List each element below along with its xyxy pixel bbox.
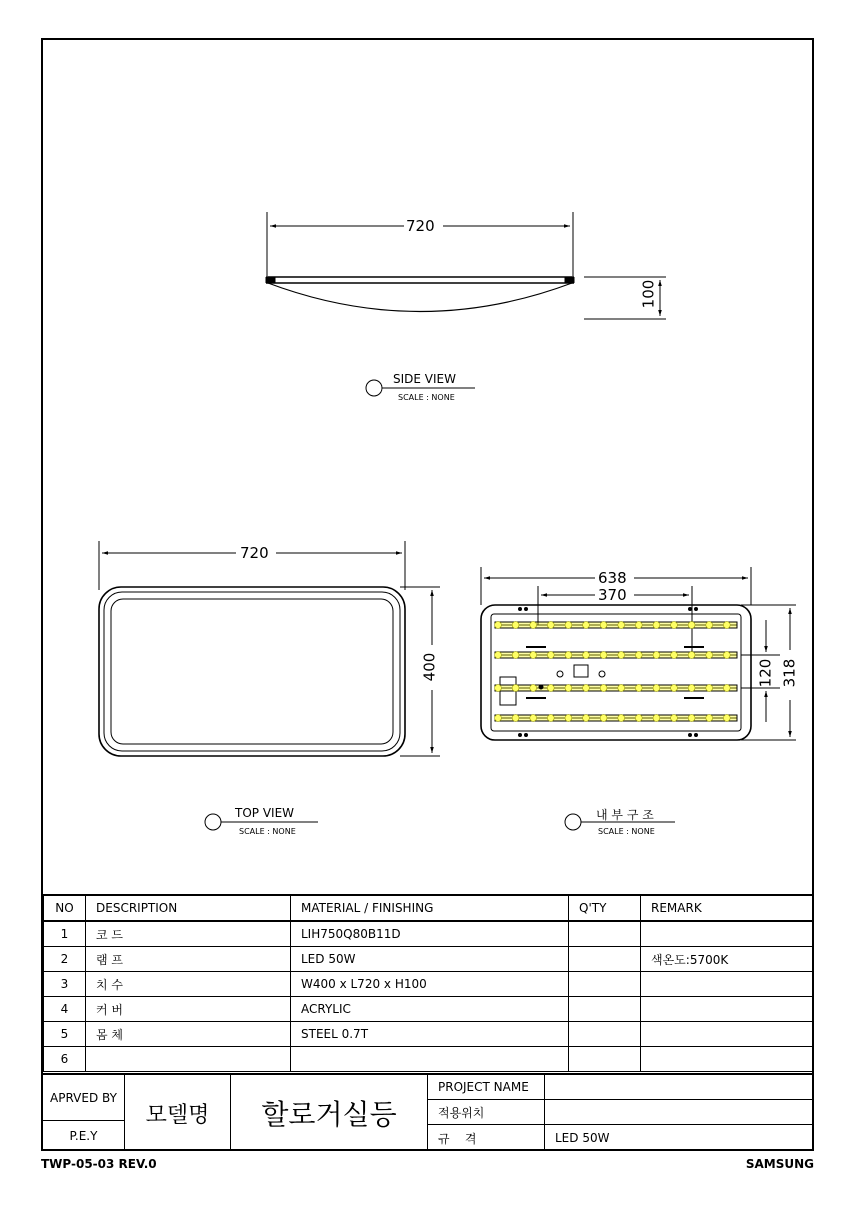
inner-total-dimension: 638 [598,569,627,587]
row-no: 2 [44,947,86,972]
row-no: 4 [44,997,86,1022]
led-chip [671,715,678,722]
inner-view-scale: SCALE : NONE [598,827,655,836]
top-width-dimension: 400 [420,652,439,682]
row-material: W400 x L720 x H100 [291,972,569,997]
header-material: MATERIAL / FINISHING [291,895,569,921]
led-chip [706,715,713,722]
led-chip [547,715,554,722]
led-chip [547,685,554,692]
led-chip [512,622,519,629]
inner-span-dimension: 370 [598,586,627,604]
led-chip [600,685,607,692]
inner-height-dimension: 318 [780,658,799,688]
led-chip [635,715,642,722]
led-chip [671,622,678,629]
approved-by-label: APRVED BY [43,1075,125,1121]
led-chip [723,622,730,629]
location-value [545,1100,812,1125]
row-description: 몸 체 [86,1022,291,1047]
led-chip [547,652,554,659]
led-chip [723,715,730,722]
led-chip [512,685,519,692]
row-description: 커 버 [86,997,291,1022]
title-block [43,1073,812,1151]
row-no: 1 [44,921,86,947]
led-chip [653,715,660,722]
led-chip [653,685,660,692]
led-chip [583,685,590,692]
spec-table-header [44,895,813,921]
row-remark: 색온도:5700K [641,947,813,972]
spec-table [43,894,813,1072]
led-chip [547,622,554,629]
led-chip [565,622,572,629]
header-description: DESCRIPTION [86,895,291,921]
top-length-dimension: 720 [240,544,269,562]
led-chip [688,715,695,722]
side-length-dimension: 720 [406,217,435,235]
side-view-drawing [266,212,666,396]
row-qty [569,997,641,1022]
row-description: 치 수 [86,972,291,997]
row-material: LED 50W [291,947,569,972]
led-chip [565,685,572,692]
row-remark [641,1022,813,1047]
led-chip [565,652,572,659]
led-chips [495,622,731,722]
led-chip [653,652,660,659]
led-chip [495,685,502,692]
project-name-value [545,1075,812,1100]
row-no: 5 [44,1022,86,1047]
row-material: STEEL 0.7T [291,1022,569,1047]
row-material: ACRYLIC [291,997,569,1022]
brand-name: SAMSUNG [745,1157,814,1171]
model-name: 할로거실등 [231,1075,428,1151]
led-chip [495,715,502,722]
led-chip [565,715,572,722]
table-row [44,1022,813,1047]
led-chip [600,652,607,659]
led-chip [635,622,642,629]
led-chip [706,652,713,659]
spec-value: LED 50W [555,1131,610,1145]
led-chip [495,622,502,629]
led-chip [723,685,730,692]
led-chip [671,652,678,659]
table-row [44,1047,813,1072]
led-chip [688,685,695,692]
row-description [86,1047,291,1072]
row-remark [641,921,813,947]
led-chip [653,622,660,629]
side-view-title: SIDE VIEW [393,372,456,386]
row-material: LIH750Q80B11D [291,921,569,947]
inner-row-spacing-dimension: 120 [756,658,775,688]
side-view-scale: SCALE : NONE [398,393,455,402]
led-chip [512,652,519,659]
led-chip [618,685,625,692]
row-description: 램 프 [86,947,291,972]
document-code: TWP-05-03 REV.0 [41,1157,157,1171]
row-qty [569,1022,641,1047]
inner-view-drawing [481,567,799,830]
led-chip [618,715,625,722]
table-row [44,972,813,997]
led-chip [583,652,590,659]
led-chip [530,715,537,722]
led-chip [600,715,607,722]
led-chip [583,622,590,629]
row-qty [569,921,641,947]
location-label: 적용위치 [428,1100,545,1125]
led-chip [530,622,537,629]
table-row [44,997,813,1022]
project-name-label: PROJECT NAME [428,1075,545,1100]
led-chip [530,652,537,659]
row-remark [641,972,813,997]
table-row [44,921,813,947]
row-no: 3 [44,972,86,997]
top-view-scale: SCALE : NONE [239,827,296,836]
led-chip [671,685,678,692]
led-chip [618,622,625,629]
model-label: 모델명 [125,1075,231,1151]
row-no: 6 [44,1047,86,1072]
led-chip [723,652,730,659]
led-chip [635,685,642,692]
row-remark [641,997,813,1022]
led-chip [618,652,625,659]
header-remark: REMARK [641,895,813,921]
row-qty [569,1047,641,1072]
top-view-drawing [99,541,440,830]
table-row [44,947,813,972]
row-qty [569,947,641,972]
row-material [291,1047,569,1072]
led-chip [688,652,695,659]
led-chip [583,715,590,722]
top-view-title: TOP VIEW [235,806,295,820]
row-description: 코 드 [86,921,291,947]
side-height-dimension: 100 [639,279,658,309]
inner-view-title: 내 부 구 조 [596,808,654,822]
header-qty: Q'TY [569,895,641,921]
approver-name: P.E.Y [43,1121,125,1151]
led-chip [495,652,502,659]
led-chip [512,715,519,722]
row-remark [641,1047,813,1072]
spec-label: 규 격 [428,1125,545,1151]
header-no: NO [44,895,86,921]
led-chip [635,652,642,659]
led-chip [600,622,607,629]
led-chip [706,622,713,629]
led-chip [706,685,713,692]
led-chip [530,685,537,692]
row-qty [569,972,641,997]
led-chip [688,622,695,629]
